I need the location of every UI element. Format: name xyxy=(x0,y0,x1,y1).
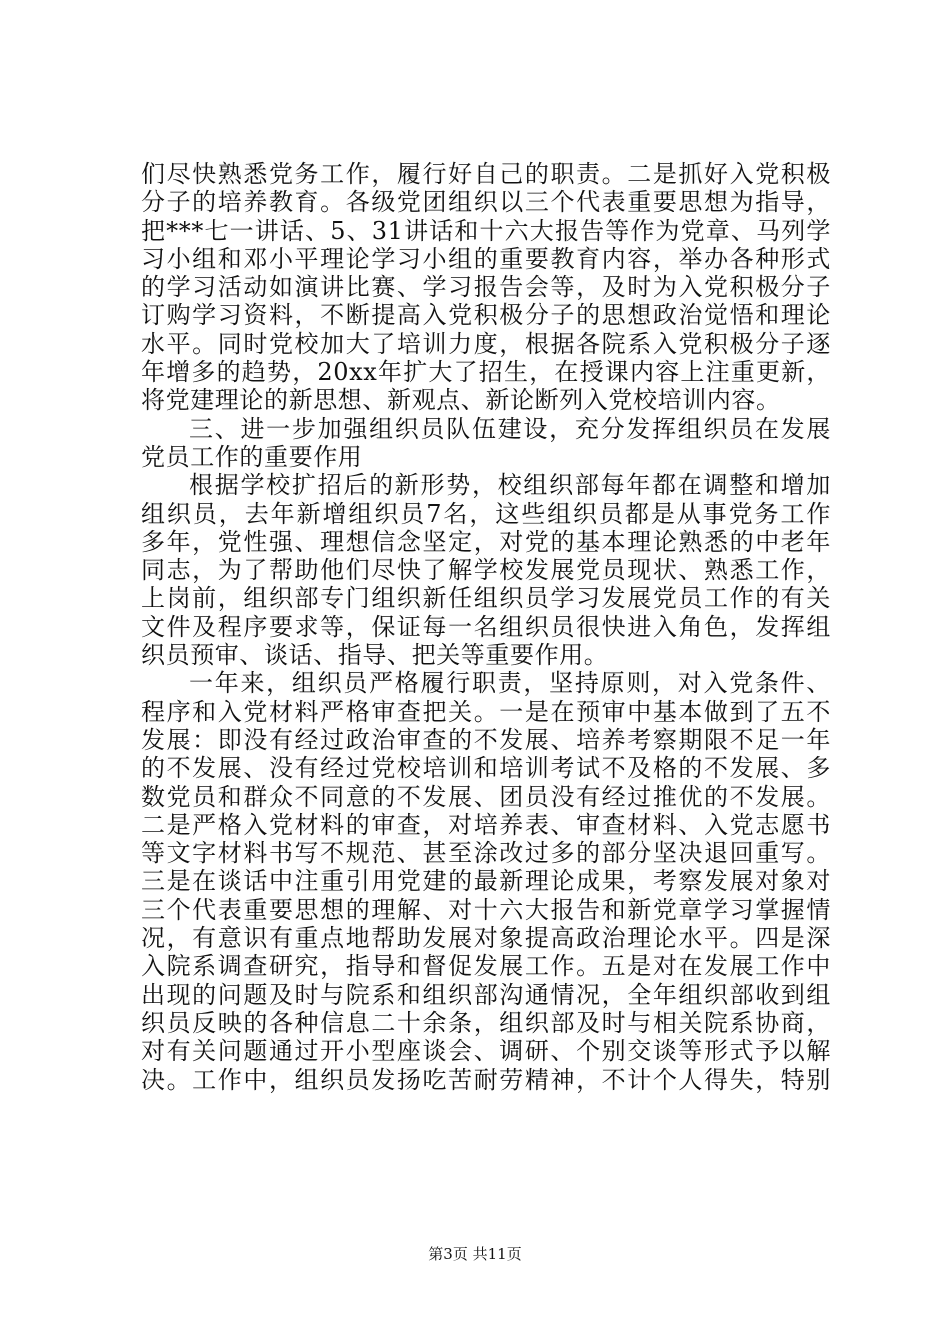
text-line: 同志，为了帮助他们尽快了解学校发展党员现状、熟悉工作， xyxy=(141,556,831,585)
text-line: 的不发展、没有经过党校培训和培训考试不及格的不发展、多 xyxy=(141,754,831,783)
text-line: 订购学习资料，不断提高入党积极分子的思想政治觉悟和理论 xyxy=(141,301,831,330)
text-line: 把***七一讲话、5、31讲话和十六大报告等作为党章、马列学 xyxy=(141,216,831,245)
text-line: 等文字材料书写不规范、甚至涂改过多的部分坚决退回重写。 xyxy=(141,839,831,868)
text-line: 的学习活动如演讲比赛、学习报告会等，及时为入党积极分子 xyxy=(141,273,831,302)
text-line: 况，有意识有重点地帮助发展对象提高政治理论水平。四是深 xyxy=(141,924,831,953)
text-line: 年增多的趋势，20xx年扩大了招生，在授课内容上注重更新， xyxy=(141,358,831,387)
text-line: 织员预审、谈话、指导、把关等重要作用。 xyxy=(141,641,609,670)
text-line: 二是严格入党材料的审查，对培养表、审查材料、入党志愿书 xyxy=(141,810,831,839)
text-line: 上岗前，组织部专门组织新任组织员学习发展党员工作的有关 xyxy=(141,584,831,613)
text-line: 出现的问题及时与院系和组织部沟通情况，全年组织部收到组 xyxy=(141,980,831,1009)
text-line: 水平。同时党校加大了培训力度，根据各院系入党积极分子逐 xyxy=(141,329,831,358)
text-line: 入院系调查研究，指导和督促发展工作。五是对在发展工作中 xyxy=(141,952,831,981)
text-line: 程序和入党材料严格审查把关。一是在预审中基本做到了五不 xyxy=(141,697,831,726)
text-line: 三是在谈话中注重引用党建的最新理论成果，考察发展对象对 xyxy=(141,867,831,896)
text-line: 分子的培养教育。各级党团组织以三个代表重要思想为指导， xyxy=(141,188,831,217)
document-body xyxy=(141,160,831,1094)
text-line: 织员反映的各种信息二十余条，组织部及时与相关院系协商， xyxy=(141,1008,831,1037)
text-line: 一年来，组织员严格履行职责，坚持原则，对入党条件、 xyxy=(189,669,831,698)
page-number-footer: 第3页 共11页 xyxy=(428,1245,522,1263)
section-heading-line: 党员工作的重要作用 xyxy=(141,442,363,471)
text-line: 们尽快熟悉党务工作，履行好自己的职责。二是抓好入党积极 xyxy=(141,160,831,188)
text-line: 三个代表重要思想的理解、对十六大报告和新党章学习掌握情 xyxy=(141,895,831,924)
text-line: 将党建理论的新思想、新观点、新论断列入党校培训内容。 xyxy=(141,386,781,415)
text-line: 多年，党性强、理想信念坚定，对党的基本理论熟悉的中老年 xyxy=(141,527,831,556)
text-line: 习小组和邓小平理论学习小组的重要教育内容，举办各种形式 xyxy=(141,244,831,273)
section-heading-line: 三、进一步加强组织员队伍建设，充分发挥组织员在发展 xyxy=(189,414,831,443)
text-line: 根据学校扩招后的新形势，校组织部每年都在调整和增加 xyxy=(189,471,831,500)
text-line: 数党员和群众不同意的不发展、团员没有经过推优的不发展。 xyxy=(141,782,831,811)
text-line: 组织员，去年新增组织员7名，这些组织员都是从事党务工作 xyxy=(141,499,831,528)
text-line: 对有关问题通过开小型座谈会、调研、个别交谈等形式予以解 xyxy=(141,1037,831,1066)
text-line: 发展：即没有经过政治审查的不发展、培养考察期限不足一年 xyxy=(141,725,831,754)
text-line: 决。工作中，组织员发扬吃苦耐劳精神，不计个人得失，特别 xyxy=(141,1065,831,1094)
text-line: 文件及程序要求等，保证每一名组织员很快进入角色，发挥组 xyxy=(141,612,831,641)
